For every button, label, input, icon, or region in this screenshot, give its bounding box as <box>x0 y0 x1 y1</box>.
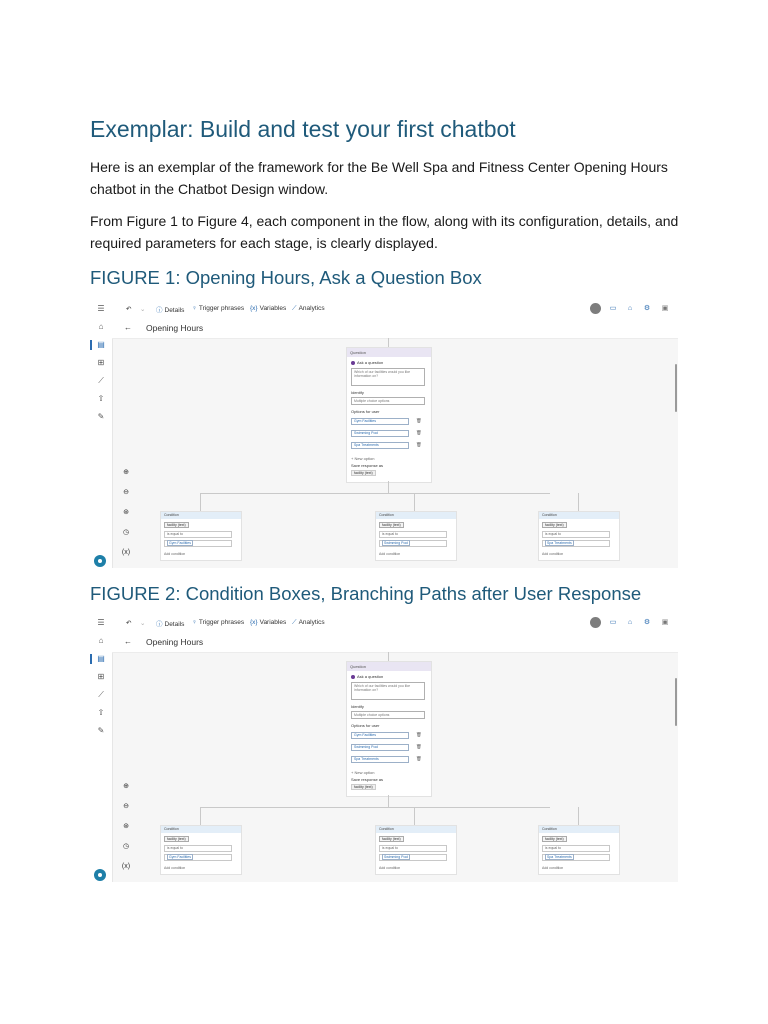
condition-operator[interactable]: is equal to <box>542 845 610 852</box>
ask-question-row <box>351 360 383 365</box>
analytics-label: Analytics <box>298 305 325 312</box>
condition-operator[interactable]: is equal to <box>164 845 232 852</box>
figure-2-title: FIGURE 2: Condition Boxes, Branching Paths after User Response <box>90 583 642 604</box>
new-option-label: New option <box>354 456 375 461</box>
settings-icon[interactable]: ⚙ <box>643 619 651 626</box>
pencil-icon[interactable]: ✎ <box>97 726 105 735</box>
details-label: Details <box>164 621 185 628</box>
variables-label: Variables <box>259 619 287 626</box>
branch-line <box>200 807 550 808</box>
trigger-icon: ♀ <box>192 305 197 312</box>
condition-node[interactable] <box>160 825 242 875</box>
condition-value: Spa Treatments <box>547 855 572 859</box>
condition-operator[interactable]: is equal to <box>164 531 232 538</box>
condition-value-field[interactable] <box>379 854 447 861</box>
vertical-scrollbar[interactable] <box>675 678 677 726</box>
connector-line <box>414 807 415 825</box>
condition-node[interactable] <box>160 511 242 561</box>
connector-line <box>388 795 389 807</box>
upload-icon[interactable]: ⇧ <box>97 394 105 403</box>
selected-indicator <box>90 340 92 350</box>
condition-node[interactable] <box>538 511 620 561</box>
upload-icon[interactable]: ⇧ <box>97 708 105 717</box>
zoom-in-icon[interactable]: ⊕ <box>123 469 129 476</box>
chevron-down-icon[interactable]: ⌄ <box>140 306 146 313</box>
trigger-phrases-button[interactable] <box>192 619 244 626</box>
topic-title: Opening Hours <box>146 323 204 333</box>
connector-line <box>388 481 389 493</box>
condition-header: Condition <box>161 826 241 833</box>
comment-icon[interactable]: ▭ <box>609 305 617 312</box>
pencil-icon[interactable]: ✎ <box>97 412 105 421</box>
details-label: Details <box>164 307 185 314</box>
condition-value: Spa Treatments <box>547 541 572 545</box>
condition-operator[interactable]: is equal to <box>542 531 610 538</box>
condition-header: Condition <box>376 512 456 519</box>
condition-variable-chip[interactable]: facility (text) <box>164 836 189 842</box>
zoom-in-icon[interactable]: ⊕ <box>123 783 129 790</box>
comment-icon[interactable]: ▭ <box>609 619 617 626</box>
trash-icon[interactable]: 🗑 <box>416 430 422 435</box>
question-node-header: Question <box>347 348 431 357</box>
connector-line <box>388 652 389 661</box>
add-condition-button[interactable]: Add condition <box>164 552 186 556</box>
condition-variable-chip[interactable]: facility (text) <box>542 836 567 842</box>
trigger-phrases-button[interactable] <box>192 305 244 312</box>
figure-2-screenshot <box>90 614 678 882</box>
trash-icon[interactable]: 🗑 <box>416 732 422 737</box>
condition-value: Gym Facilities <box>169 541 191 545</box>
detail-paragraph: From Figure 1 to Figure 4, each component in the flow, along with its configuration, details, and required parameters for each stage, is clearly displayed. <box>90 213 679 251</box>
condition-value: Gym Facilities <box>169 855 191 859</box>
question-node[interactable] <box>346 347 432 483</box>
recenter-icon[interactable]: ⊛ <box>123 509 129 516</box>
connector-line <box>414 493 415 511</box>
details-button[interactable] <box>156 619 184 628</box>
condition-value-field[interactable] <box>164 540 232 547</box>
condition-value-field[interactable] <box>379 540 447 547</box>
menu-icon[interactable]: ☰ <box>97 618 105 627</box>
connector-line <box>578 493 579 511</box>
info-icon: ⓘ <box>156 307 163 314</box>
settings-icon[interactable]: ⚙ <box>643 305 651 312</box>
back-arrow-icon[interactable]: ← <box>124 637 132 646</box>
question-dot-icon <box>351 675 355 679</box>
question-message-field[interactable]: Which of our facilities would you like information on? <box>351 368 425 386</box>
avatar[interactable] <box>590 303 601 314</box>
analytics-button[interactable] <box>292 619 325 627</box>
condition-variable-chip[interactable]: facility (text) <box>379 836 404 842</box>
condition-value-field[interactable] <box>542 854 610 861</box>
connector-line <box>578 807 579 825</box>
details-button[interactable] <box>156 305 184 314</box>
history-icon[interactable]: ◷ <box>122 843 130 850</box>
home-icon[interactable]: ⌂ <box>98 322 104 331</box>
new-option-button[interactable]: + New option <box>351 456 375 461</box>
save-response-label: Save response as <box>351 463 384 468</box>
save-icon[interactable]: ▣ <box>661 305 669 312</box>
info-icon: ⓘ <box>156 621 163 628</box>
ask-question-row <box>351 674 383 679</box>
connector-line <box>388 338 389 347</box>
save-variable-chip[interactable]: facility (text) <box>351 784 376 790</box>
variables-button[interactable] <box>250 619 286 626</box>
trash-icon[interactable]: 🗑 <box>416 442 422 447</box>
topic-toolbar <box>112 614 678 633</box>
question-dot-icon <box>351 361 355 365</box>
analytics-icon: ⟋ <box>292 305 297 312</box>
condition-operator[interactable]: is equal to <box>379 845 447 852</box>
home-icon[interactable]: ⌂ <box>98 636 104 645</box>
new-option-button[interactable]: + New option <box>351 770 375 775</box>
variables-panel-icon[interactable]: (x) <box>121 549 131 556</box>
condition-header: Condition <box>376 826 456 833</box>
topic-header <box>112 318 678 339</box>
test-icon[interactable]: ⌂ <box>627 305 633 312</box>
topic-header <box>112 632 678 653</box>
trigger-phrases-label: Trigger phrases <box>198 305 245 312</box>
trash-icon[interactable]: 🗑 <box>416 744 422 749</box>
save-icon[interactable]: ▣ <box>661 619 669 626</box>
condition-variable-chip[interactable]: facility (text) <box>164 522 189 528</box>
grid-icon[interactable]: ⊞ <box>97 672 105 681</box>
undo-icon[interactable]: ↶ <box>126 620 132 627</box>
zoom-out-icon[interactable]: ⊖ <box>123 803 129 810</box>
variables-icon: {x} <box>250 619 258 626</box>
option-field[interactable]: Swimming Pool <box>351 430 409 437</box>
topic-title: Opening Hours <box>146 637 204 647</box>
option-field[interactable]: Spa Treatments <box>351 756 409 763</box>
vertical-scrollbar[interactable] <box>675 364 677 412</box>
identify-select[interactable]: Multiple choice options <box>351 711 425 719</box>
options-label: Options for user <box>351 723 380 728</box>
chevron-down-icon[interactable]: ⌄ <box>140 620 146 627</box>
add-condition-button[interactable]: Add condition <box>542 552 564 556</box>
trigger-icon: ♀ <box>192 619 197 626</box>
variables-icon: {x} <box>250 305 258 312</box>
analytics-label: Analytics <box>298 619 325 626</box>
avatar[interactable] <box>590 617 601 628</box>
bot-icon[interactable] <box>94 555 106 567</box>
new-option-label: New option <box>354 770 375 775</box>
figure-1-title: FIGURE 1: Opening Hours, Ask a Question Box <box>90 267 482 288</box>
condition-header: Condition <box>539 512 619 519</box>
history-icon[interactable]: ◷ <box>122 529 130 536</box>
back-arrow-icon[interactable]: ← <box>124 323 132 332</box>
chat-icon[interactable]: ▤ <box>97 654 105 663</box>
page-title: Exemplar: Build and test your first chatbot <box>90 116 516 142</box>
menu-icon[interactable]: ☰ <box>97 304 105 313</box>
option-field[interactable]: Gym Facilities <box>351 732 409 739</box>
add-condition-button[interactable]: Add condition <box>379 552 401 556</box>
options-label: Options for user <box>351 409 380 414</box>
figure-1-screenshot <box>90 300 678 568</box>
question-node[interactable] <box>346 661 432 797</box>
add-condition-button[interactable]: Add condition <box>542 866 564 870</box>
identify-select[interactable]: Multiple choice options <box>351 397 425 405</box>
grid-icon[interactable]: ⊞ <box>97 358 105 367</box>
variables-button[interactable] <box>250 305 286 312</box>
analytics-button[interactable] <box>292 305 325 313</box>
analytics-icon: ⟋ <box>292 619 297 626</box>
condition-value: Swimming Pool <box>384 855 409 859</box>
condition-header: Condition <box>161 512 241 519</box>
save-variable-chip[interactable]: facility (text) <box>351 470 376 476</box>
bot-icon[interactable] <box>94 869 106 881</box>
chat-icon[interactable]: ▤ <box>97 340 105 349</box>
chart-icon[interactable]: ⟋ <box>98 376 104 385</box>
connector-line <box>200 493 201 511</box>
undo-icon[interactable]: ↶ <box>126 306 132 313</box>
trigger-phrases-label: Trigger phrases <box>198 619 245 626</box>
add-condition-button[interactable]: Add condition <box>164 866 186 870</box>
test-icon[interactable]: ⌂ <box>627 619 633 626</box>
trash-icon[interactable]: 🗑 <box>416 756 422 761</box>
ask-question-label: Ask a question <box>357 674 384 679</box>
trash-icon[interactable]: 🗑 <box>416 418 422 423</box>
connector-line <box>200 807 201 825</box>
question-message-field[interactable]: Which of our facilities would you like information on? <box>351 682 425 700</box>
identify-label: Identify <box>351 390 364 395</box>
condition-operator[interactable]: is equal to <box>379 531 447 538</box>
zoom-out-icon[interactable]: ⊖ <box>123 489 129 496</box>
chart-icon[interactable]: ⟋ <box>98 690 104 699</box>
condition-header: Condition <box>539 826 619 833</box>
save-response-label: Save response as <box>351 777 384 782</box>
option-field[interactable]: Swimming Pool <box>351 744 409 751</box>
condition-node[interactable] <box>375 825 457 875</box>
ask-question-label: Ask a question <box>357 360 384 365</box>
condition-node[interactable] <box>375 511 457 561</box>
condition-value-field[interactable] <box>164 854 232 861</box>
variables-label: Variables <box>259 305 287 312</box>
left-nav-rail <box>90 614 113 882</box>
condition-node[interactable] <box>538 825 620 875</box>
option-field[interactable]: Spa Treatments <box>351 442 409 449</box>
variables-panel-icon[interactable]: (x) <box>121 863 131 870</box>
topic-toolbar <box>112 300 678 319</box>
option-field[interactable]: Gym Facilities <box>351 418 409 425</box>
question-node-header: Question <box>347 662 431 671</box>
add-condition-button[interactable]: Add condition <box>379 866 401 870</box>
recenter-icon[interactable]: ⊛ <box>123 823 129 830</box>
condition-value-field[interactable] <box>542 540 610 547</box>
selected-indicator <box>90 654 92 664</box>
intro-paragraph: Here is an exemplar of the framework for the Be Well Spa and Fitness Center Opening Hours chatbot in the Chatbot Design window. <box>90 159 668 197</box>
condition-variable-chip[interactable]: facility (text) <box>542 522 567 528</box>
condition-variable-chip[interactable]: facility (text) <box>379 522 404 528</box>
left-nav-rail <box>90 300 113 568</box>
branch-line <box>200 493 550 494</box>
condition-value: Swimming Pool <box>384 541 409 545</box>
identify-label: Identify <box>351 704 364 709</box>
